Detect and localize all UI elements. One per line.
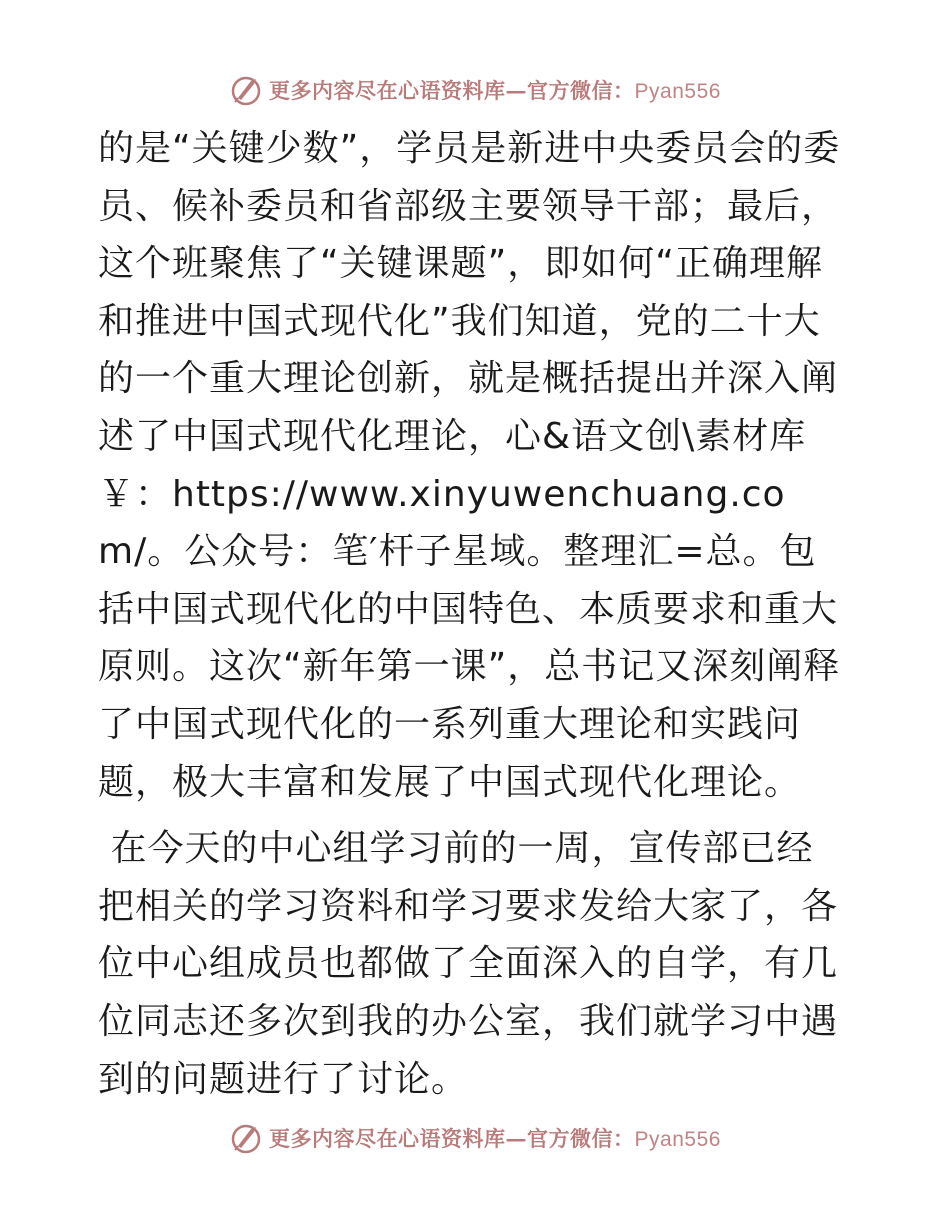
document-body (98, 120, 850, 1108)
footer-banner-wechat: Pyan556 (634, 1128, 721, 1151)
quill-pen-logo-icon (229, 73, 263, 107)
paragraph-2: 在今天的中心组学习前的一周，宣传部已经把相关的学习资料和学习要求发给大家了，各位中心组成员也都做了全面深入的自学，有几位同志还多次到我的办公室，我们就学习中遇到的问题进行了讨论。 (98, 828, 839, 1100)
header-banner-label: 更多内容尽在心语资料库—官方微信： (269, 78, 635, 103)
footer-banner-text (269, 1123, 721, 1153)
footer-banner-label: 更多内容尽在心语资料库—官方微信： (269, 1126, 635, 1151)
header-banner-text (269, 75, 721, 105)
header-banner (0, 70, 950, 110)
footer-banner (0, 1118, 950, 1158)
header-banner-wechat: Pyan556 (634, 80, 721, 103)
paragraph-1: 的是“关键少数”，学员是新进中央委员会的委员、候补委员和省部级主要领导干部；最后，这个班聚焦了“关键课题”，即如何“正确理解和推进中国式现代化”我们知道，党的二十大的一个重大理论创新，就是概括提出并深入阐述了中国式现代化理论，心&语文创\素材库￥：https://www.xinyuwenchuang.com/。公众号：笔′杆子星域。整理汇=总。包括中国式现代化的中国特色、本质要求和重大原则。这次“新年第一课”，总书记又深刻阐释了中国式现代化的一系列重大理论和实践问题，极大丰富和发展了中国式现代化理论。 (98, 128, 841, 803)
quill-pen-logo-icon (229, 1121, 263, 1155)
